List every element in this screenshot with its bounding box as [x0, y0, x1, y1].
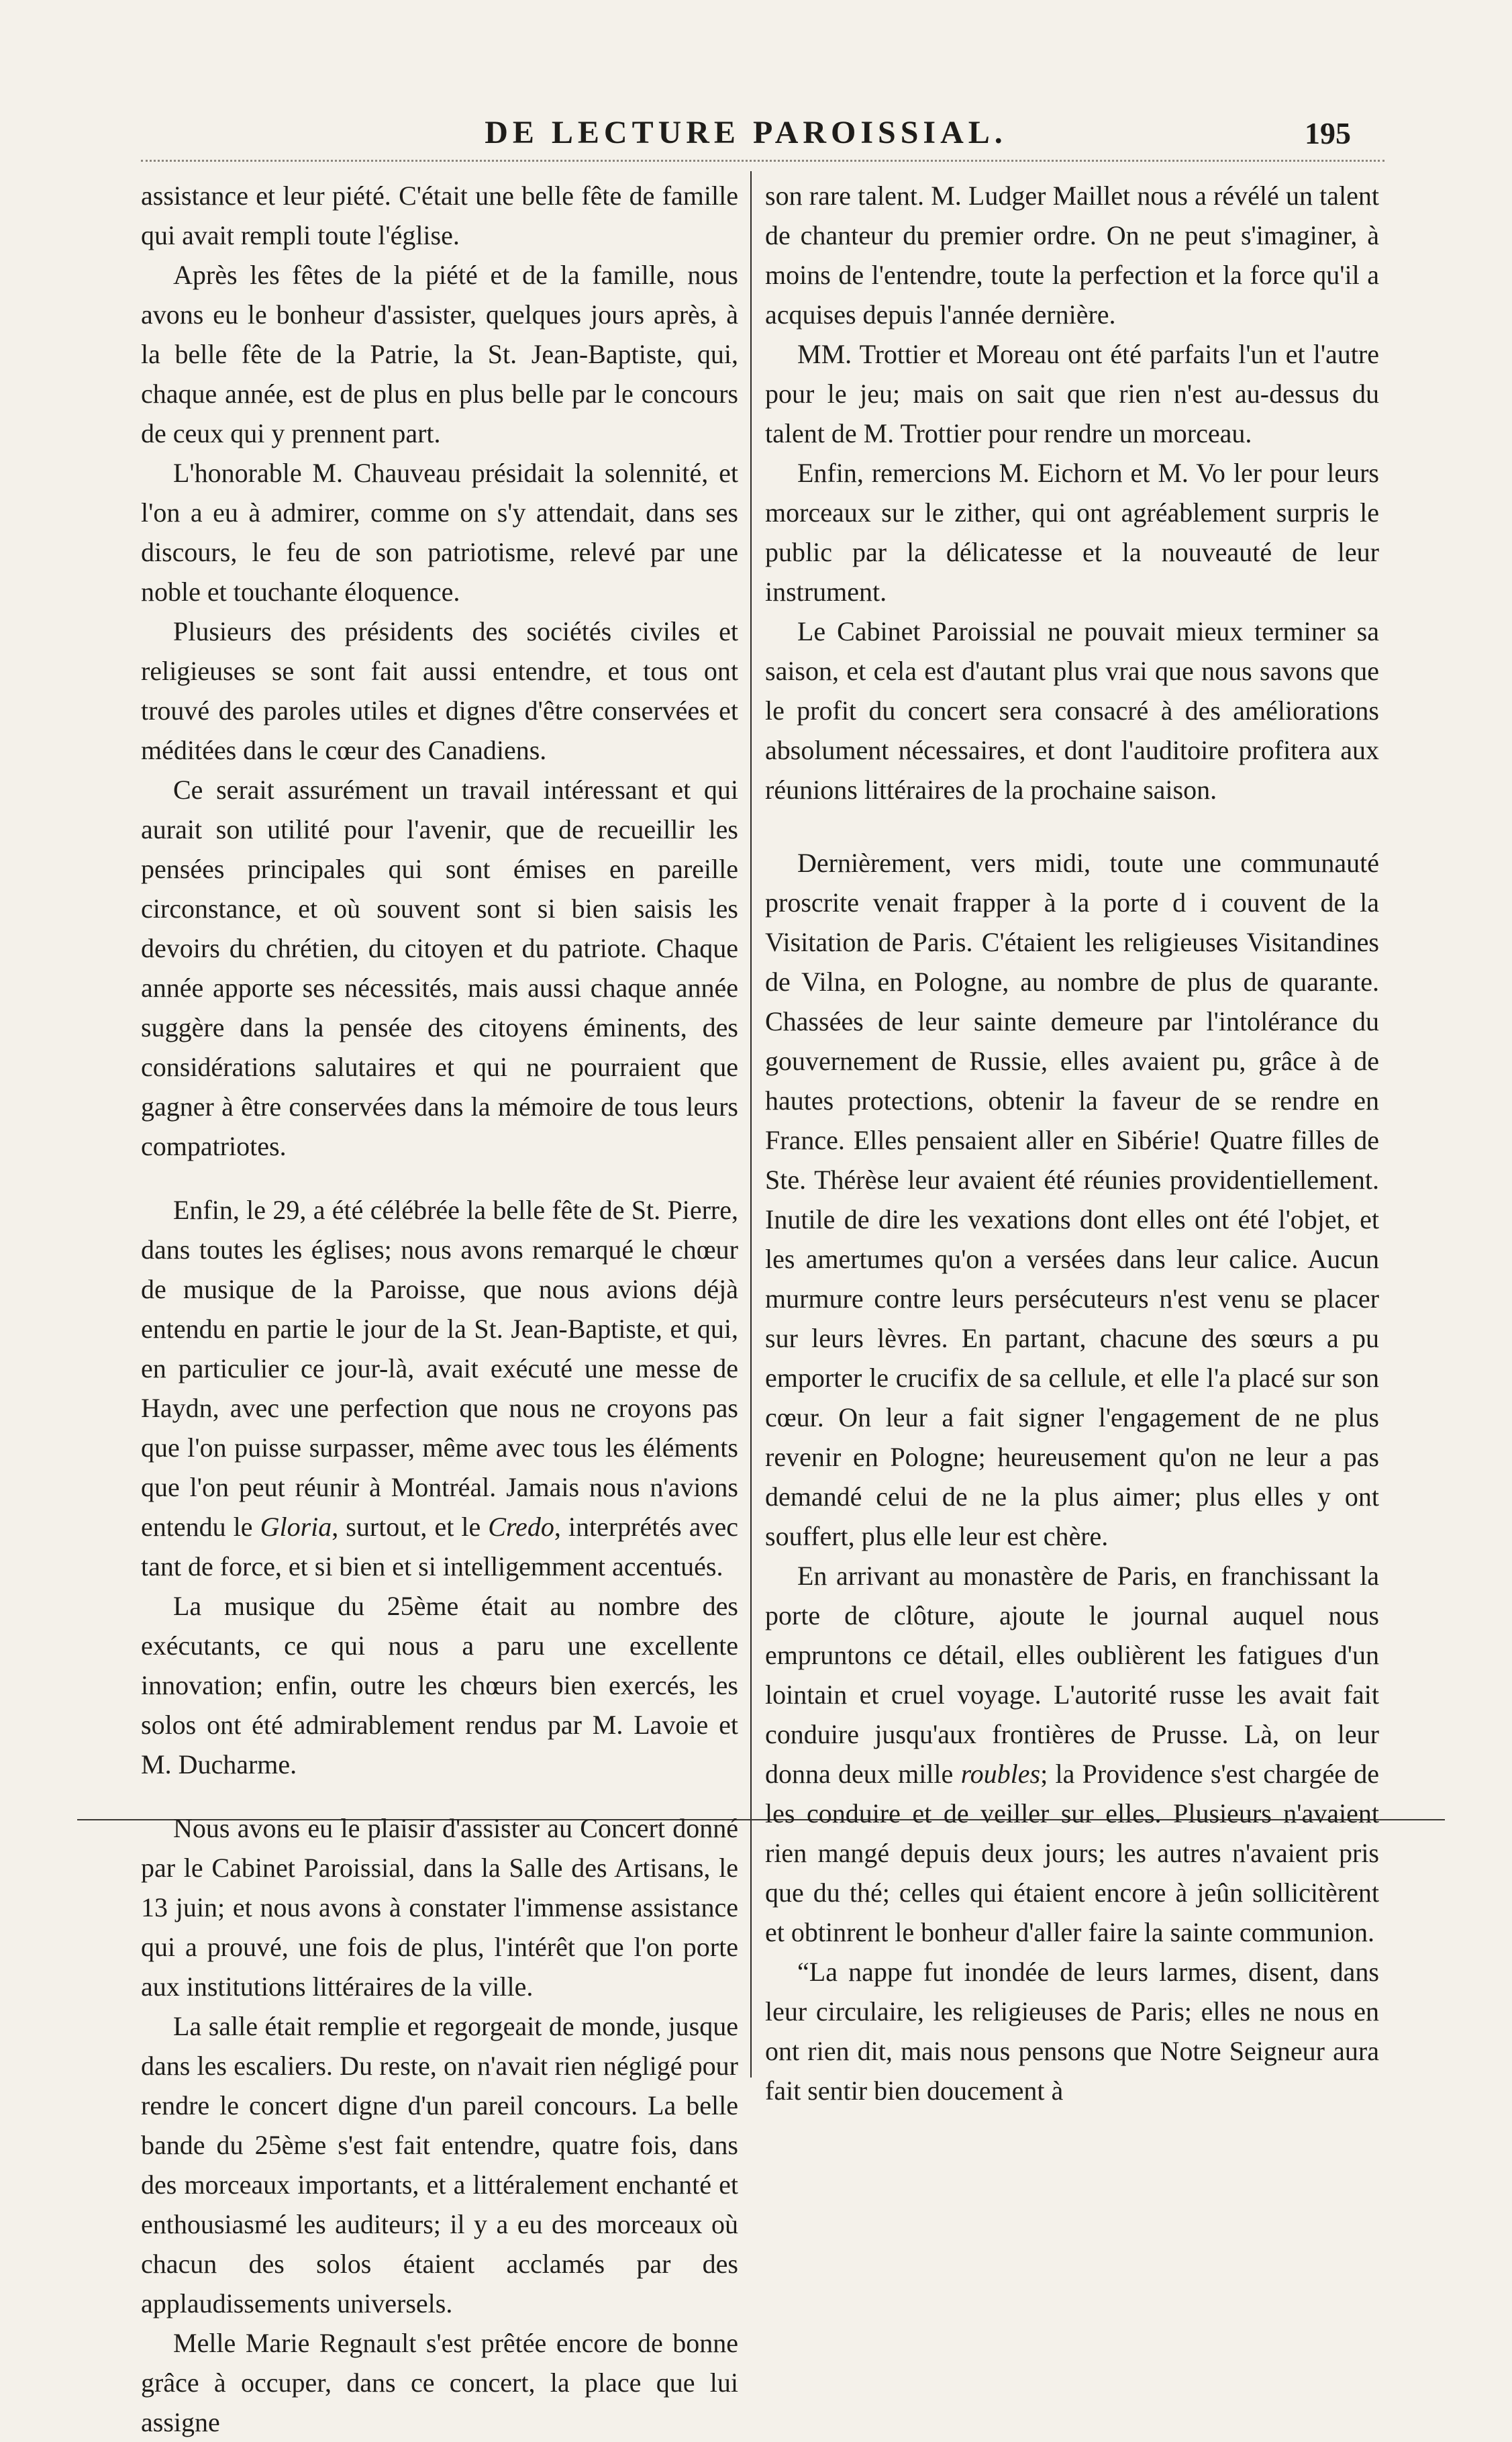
- left-paragraph-1: assistance et leur piété. C'était une belle fête de famille qui avait rempli toute l'église.: [141, 181, 738, 250]
- header-rule: [141, 160, 1384, 162]
- right-paragraph-6-b: ; la Providence s'est chargée de les conduire et de veiller sur elles. Plusieurs n'avaient rien mangé depuis deux jours; les autres n'avaient pris que du thé; celles qui étaient encore à jeûn sollicitèrent et obtinrent le bonheur d'aller faire la sainte communion.: [765, 1759, 1380, 1947]
- column-divider: [750, 171, 752, 2078]
- credo-italic: Credo: [488, 1512, 554, 1542]
- right-paragraph-5: Dernièrement, vers midi, toute une communauté proscrite venait frapper à la porte d i couvent de la Visitation de Paris. C'étaient les religieuses Visitandines de Vilna, en Pologne, au nombre de plus de quarante. Chassées de leur sainte demeure par l'intolérance du gouvernement de Russie, elles avaient pu, grâce à de hautes protections, obtenir la faveur de se rendre en France. Elles pensaient aller en Sibérie! Quatre filles de Ste. Thérèse leur avaient été réunies providentiellement. Inutile de dire les vexations dont elles ont été l'objet, et les amertumes qu'on a versées dans leur calice. Aucun murmure contre leurs persécuteurs n'est venu se placer sur leurs lèvres. En partant, chacune des sœurs a pu emporter le crucifix de sa cellule, et elle l'a placé sur son cœur. On leur a fait signer l'engagement de ne plus revenir en Pologne; heureusement qu'on ne leur a pas demandé celui de ne la plus aimer; plus elles y ont souffert, plus elle leur est chère.: [765, 848, 1379, 1551]
- left-paragraph-2: Après les fêtes de la piété et de la famille, nous avons eu le bonheur d'assister, quelques jours après, à la belle fête de la Patrie, la St. Jean-Baptiste, qui, chaque année, est de plus en plus belle par le concours de ceux qui y prennent part.: [141, 260, 738, 448]
- right-paragraph-6: [765, 1556, 1379, 1952]
- left-column: [141, 176, 738, 2437]
- gloria-italic: Gloria: [260, 1512, 332, 1542]
- left-paragraph-5: Ce serait assurément un travail intéressant et qui aurait son utilité pour l'avenir, que de recueillir les pensées principales qui sont émises en pareille circonstance, et où souvent sont si bien saisis les devoirs du chrétien, du citoyen et du patriote. Chaque année apporte ses nécessités, mais aussi chaque année suggère dans la pensée des citoyens éminents, des considérations salutaires et qui ne pourraient que gagner à être conservées dans la mémoire de tous leurs compatriotes.: [141, 775, 738, 1161]
- left-paragraph-6: [141, 1190, 738, 1586]
- right-paragraph-2: MM. Trottier et Moreau ont été parfaits l'un et l'autre pour le jeu; mais on sait que rien n'est au-dessus du talent de M. Trottier pour rendre un morceau.: [765, 339, 1379, 448]
- left-paragraph-8: Nous avons eu le plaisir d'assister au Concert donné par le Cabinet Paroissial, dans la Salle des Artisans, le 13 juin; et nous avons à constater l'immense assistance qui a prouvé, une fois de plus, l'intérêt que l'on porte aux institutions littéraires de la ville.: [141, 1813, 738, 2002]
- left-paragraph-6-b: , surtout, et le: [332, 1512, 489, 1542]
- left-paragraph-10: Melle Marie Regnault s'est prêtée encore de bonne grâce à occuper, dans ce concert, la place que lui assigne: [141, 2328, 738, 2437]
- roubles-italic: roubles: [960, 1759, 1041, 1789]
- left-paragraph-6-a: Enfin, le 29, a été célébrée la belle fête de St. Pierre, dans toutes les églises; nous avons remarqué le chœur de musique de la Paroisse, que nous avions déjà entendu en partie le jour de la St. Jean-Baptiste, et qui, en particulier ce jour-là, avait exécuté une messe de Haydn, avec une perfection que nous ne croyons pas que l'on puisse surpasser, même avec tous les éléments que l'on peut réunir à Montréal. Jamais nous n'avions entendu le: [141, 1195, 738, 1542]
- left-paragraph-3: L'honorable M. Chauveau présidait la solennité, et l'on a eu à admirer, comme on s'y attendait, dans ses discours, le feu de son patriotisme, relevé par une noble et touchante éloquence.: [141, 458, 738, 607]
- right-paragraph-6-a: En arrivant au monastère de Paris, en franchissant la porte de clôture, ajoute le journal auquel nous empruntons ce détail, elles oublièrent les fatigues d'un lointain et cruel voyage. L'autorité russe les avait fait conduire jusqu'aux frontières de Prusse. Là, on leur donna deux mille: [765, 1561, 1379, 1789]
- right-paragraph-4: Le Cabinet Paroissial ne pouvait mieux terminer sa saison, et cela est d'autant plus vrai que nous savons que le profit du concert sera consacré à des améliorations absolument nécessaires, et dont l'auditoire profitera aux réunions littéraires de la prochaine saison.: [765, 616, 1379, 805]
- right-paragraph-3: Enfin, remercions M. Eichorn et M. Vo ler pour leurs morceaux sur le zither, qui ont agréablement surpris le public par la délicatesse et la nouveauté de leur instrument.: [765, 458, 1379, 607]
- right-column: [765, 176, 1380, 2106]
- right-paragraph-7: “La nappe fut inondée de leurs larmes, disent, dans leur circulaire, les religieuses de Paris; elles ne nous en ont rien dit, mais nous pensons que Notre Seigneur aura fait sentir bien doucement à: [765, 1957, 1379, 2106]
- page-header: [141, 107, 1351, 161]
- running-title: DE LECTURE PAROISSIAL.: [485, 115, 1007, 150]
- left-paragraph-7: La musique du 25ème était au nombre des exécutants, ce qui nous a paru une excellente innovation; enfin, outre les chœurs bien exercés, les solos ont été admirablement rendus par M. Lavoie et M. Ducharme.: [141, 1591, 738, 1779]
- left-paragraph-9: La salle était remplie et regorgeait de monde, jusque dans les escaliers. Du reste, on n'avait rien négligé pour rendre le concert digne d'un pareil concours. La belle bande du 25ème s'est fait entendre, quatre fois, dans des morceaux importants, et a littéralement enchanté et enthousiasmé les auditeurs; il y a eu des morceaux où chacun des solos étaient acclamés par des applaudissements universels.: [141, 2011, 738, 2318]
- left-paragraph-6-c: , interprétés avec tant de force, et si bien et si intelligemment accentués.: [141, 1512, 738, 1581]
- right-paragraph-1: son rare talent. M. Ludger Maillet nous a révélé un talent de chanteur du premier ordre. On ne peut s'imaginer, à moins de l'entendre, toute la perfection et la force qu'il a acquises depuis l'année dernière.: [765, 181, 1379, 330]
- page-number: 195: [1305, 116, 1351, 150]
- left-paragraph-4: Plusieurs des présidents des sociétés civiles et religieuses se sont fait aussi entendre, et tous ont trouvé des paroles utiles et dignes d'être conservées et méditées dans le cœur des Canadiens.: [141, 616, 738, 765]
